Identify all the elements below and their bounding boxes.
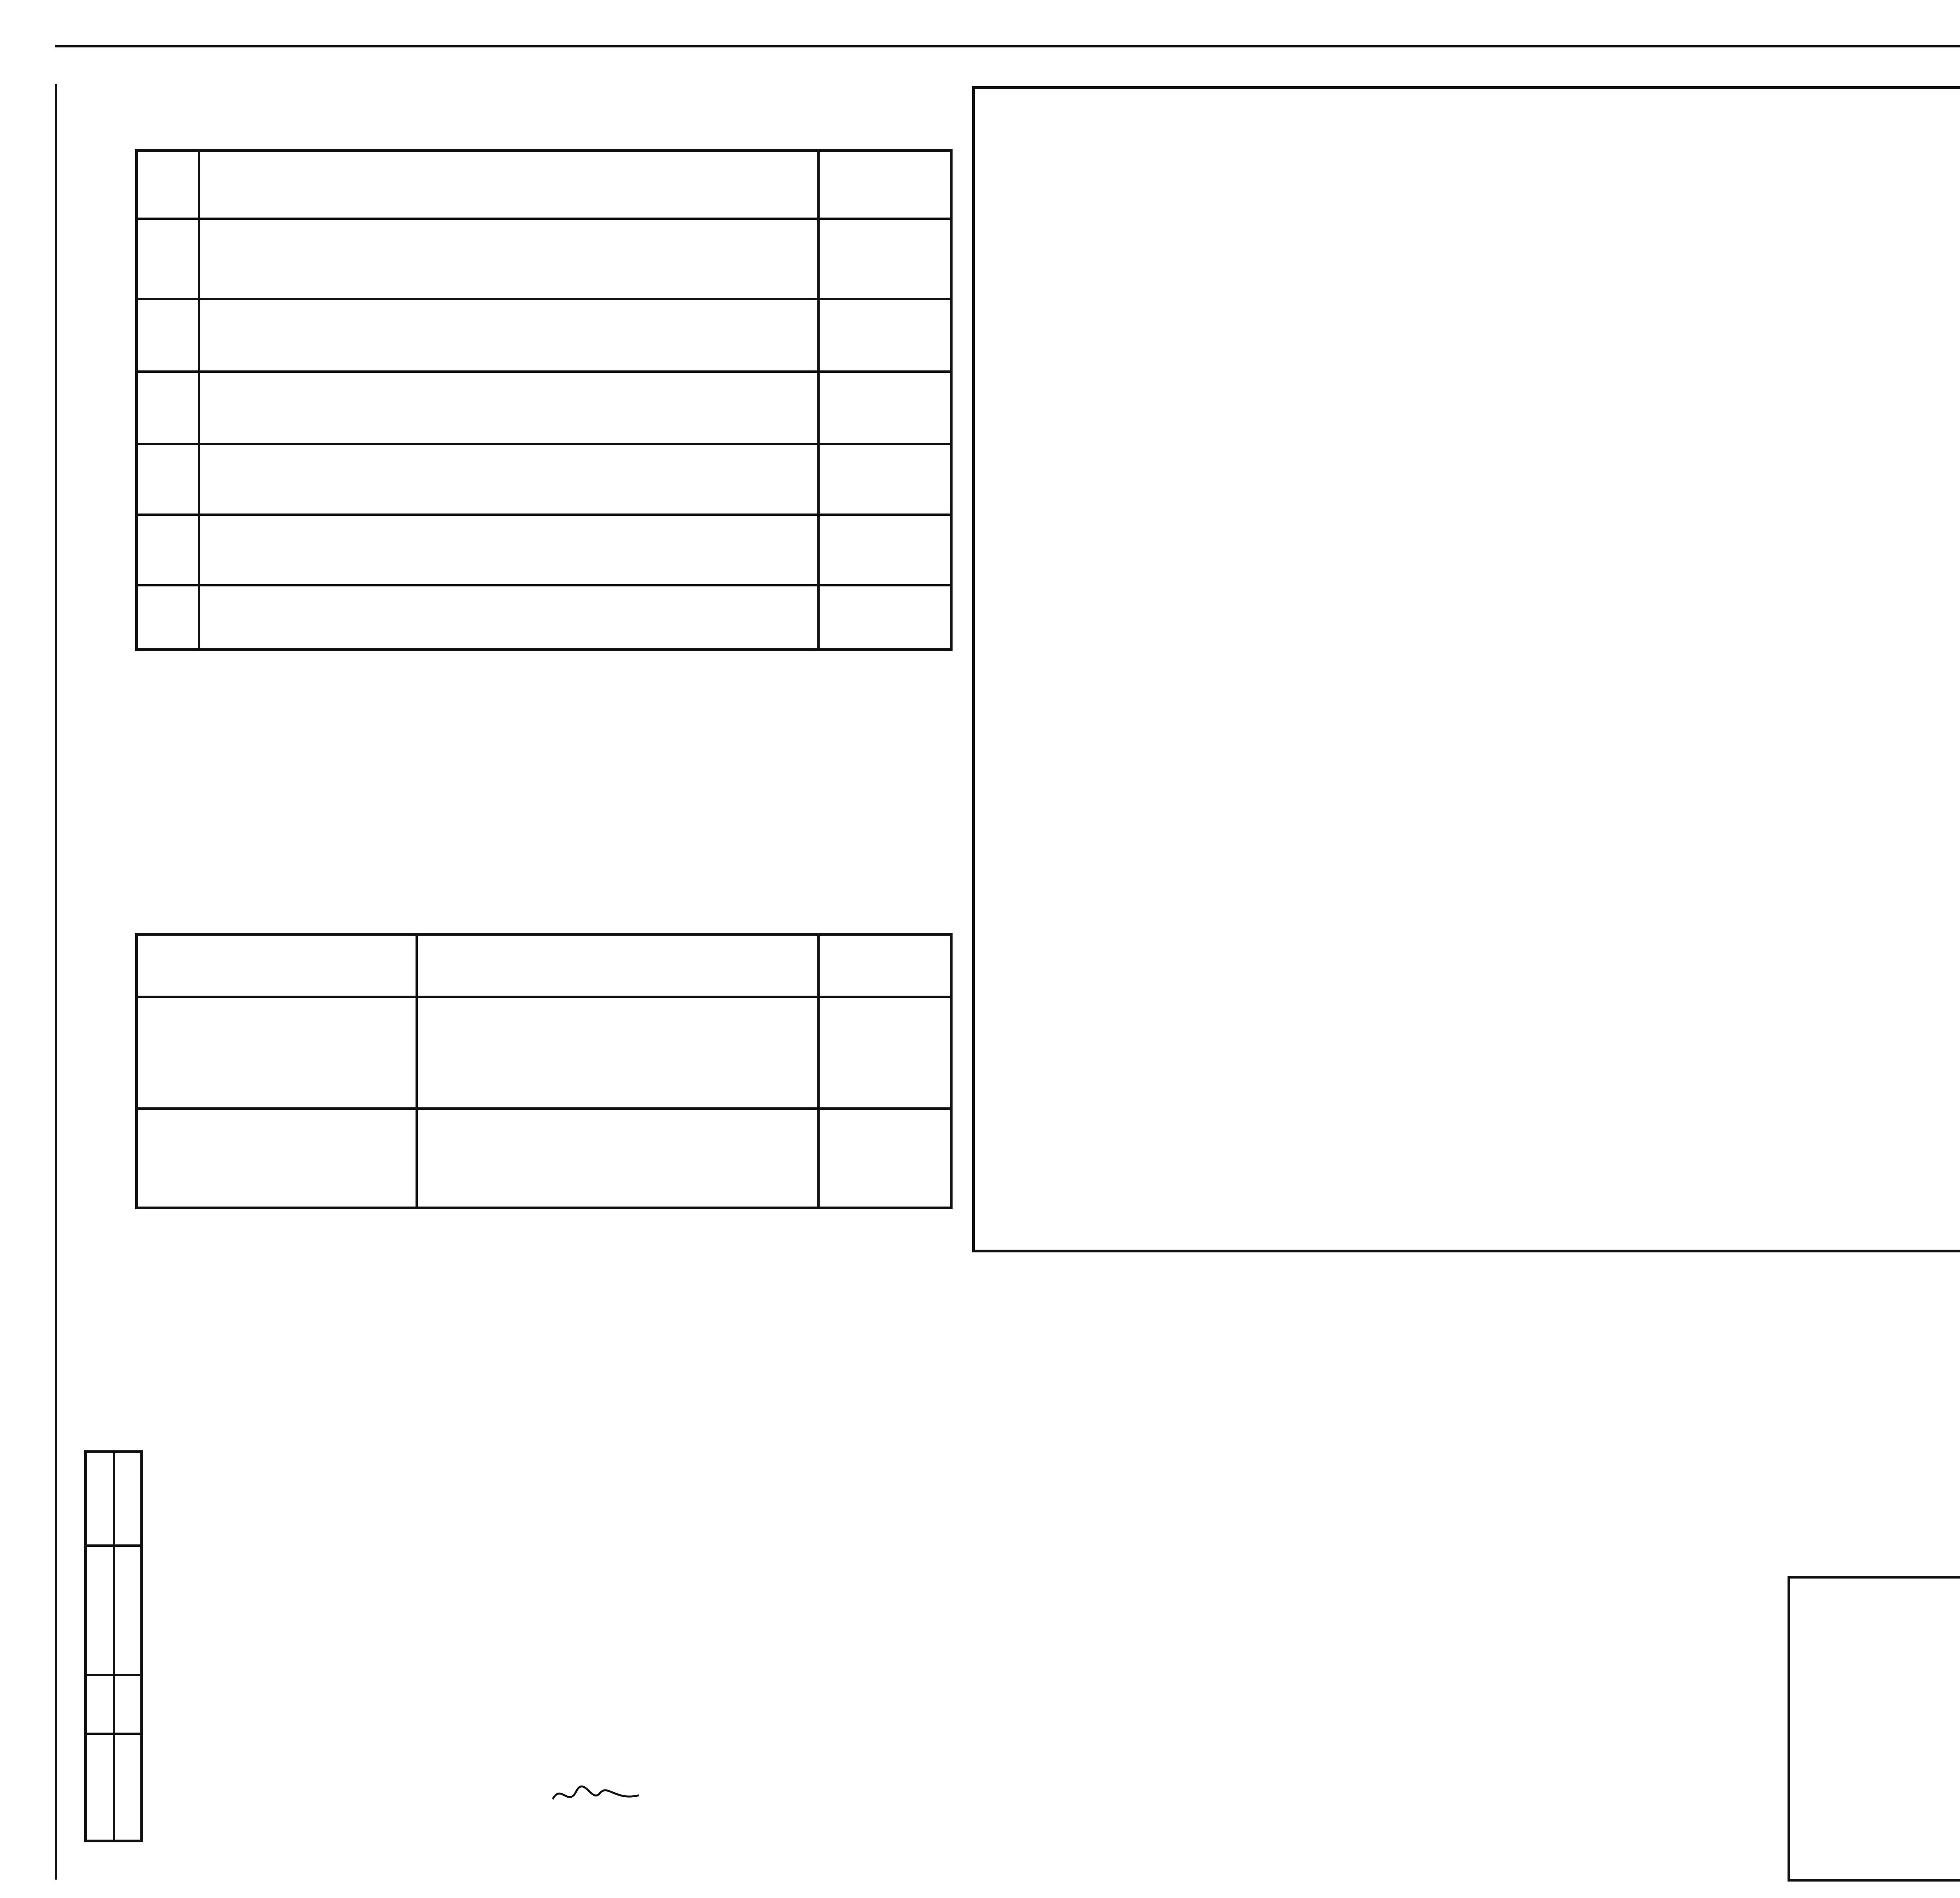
ref-docs-table (135, 933, 953, 1209)
left-frame-line (55, 84, 57, 1880)
drawings-list-table (135, 149, 953, 651)
chief-engineer-signature (549, 1780, 643, 1811)
top-frame-line (55, 45, 1960, 47)
spec-table (972, 86, 1960, 1252)
title-block (1788, 1576, 1960, 1882)
